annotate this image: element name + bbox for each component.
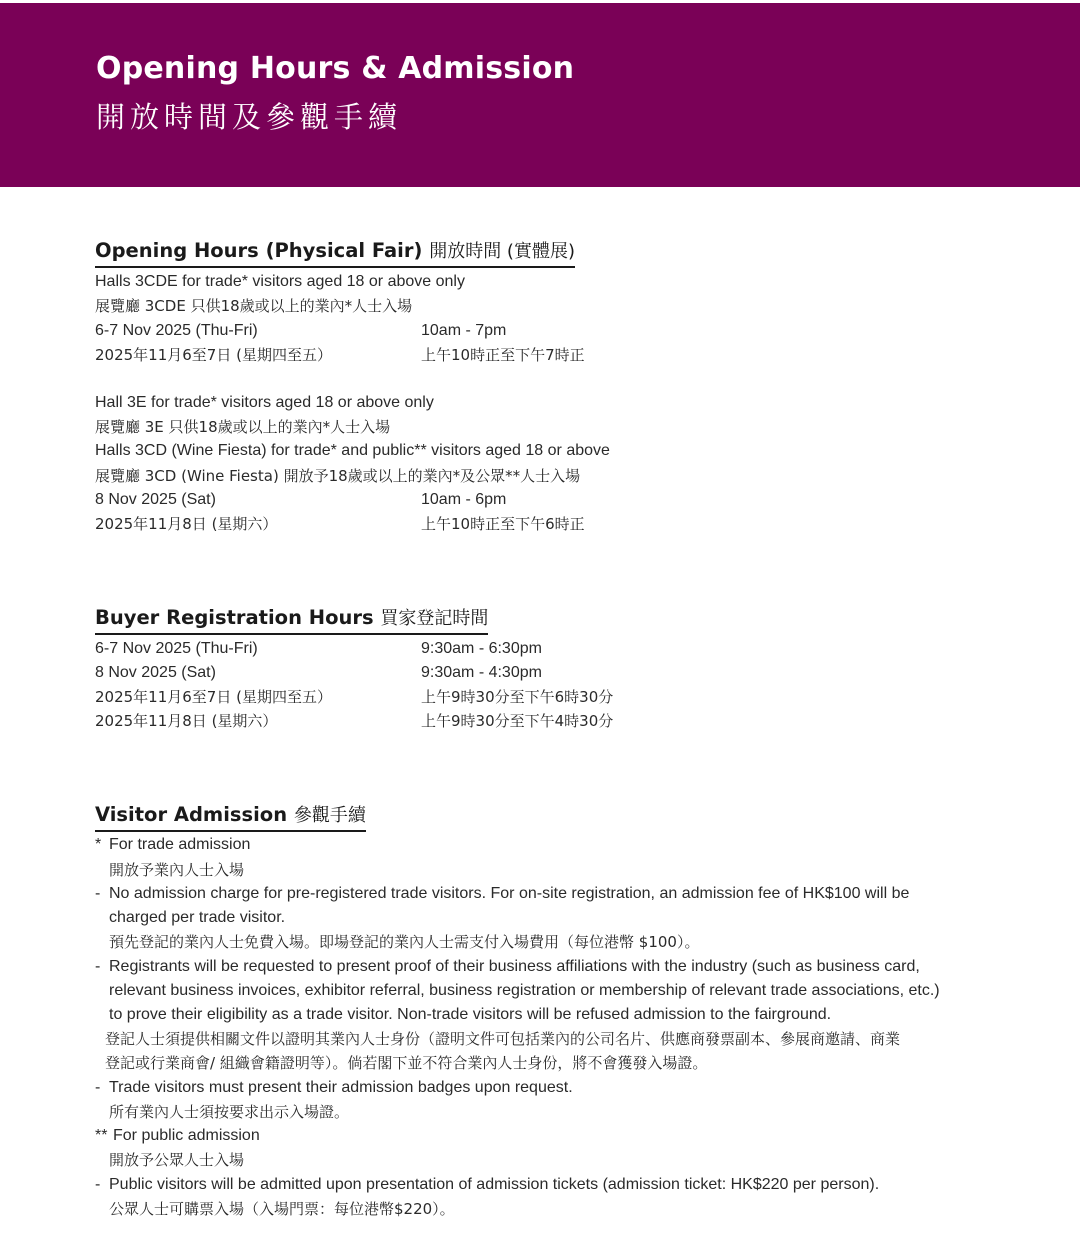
reg-row-date: 2025年11月8日 (星期六） [95, 712, 278, 730]
bullet3-zh: 所有業內人士須按要求出示入場證。 [109, 1103, 350, 1121]
bullet2-zh-line2: 登記或行業商會/ 組織會籍證明等）。倘若閣下並不符合業內人士身份，將不會獲發入場證。 [105, 1054, 708, 1072]
reg-row-time: 上午9時30分至下午4時30分 [421, 712, 614, 730]
bullet-dash: - [95, 885, 101, 902]
block2-note2-en: Halls 3CD (Wine Fiesta) for trade* and public** visitors aged 18 or above [95, 442, 610, 459]
trade-footnote-mark: * [95, 836, 102, 853]
bullet4-en: Public visitors will be admitted upon presentation of admission tickets (admission ticket: HK$220 per person). [109, 1176, 880, 1193]
public-admission-title-en: For public admission [113, 1127, 260, 1144]
block2-note1-en: Hall 3E for trade* visitors aged 18 or above only [95, 394, 434, 411]
page-title-zh: 開放時間及參觀手續 [96, 100, 403, 134]
visitor-admission-heading [95, 801, 366, 832]
reg-row-date: 6-7 Nov 2025 (Thu-Fri) [95, 640, 258, 657]
bullet4-zh: 公眾人士可購票入場（入場門票：每位港幣$220）。 [109, 1200, 455, 1218]
bullet2-zh-line1: 登記人士須提供相關文件以證明其業內人士身份（證明文件可包括業內的公司名片、供應商發票副本、參展商邀請、商業 [105, 1030, 901, 1048]
block1-date-en: 6-7 Nov 2025 (Thu-Fri) [95, 322, 258, 339]
bullet1-zh: 預先登記的業內人士免費入場。即場登記的業內人士需支付入場費用（每位港幣 $100）。 [109, 933, 700, 951]
block2-note1-zh: 展覽廳 3E 只供18歲或以上的業內*人士入場 [95, 418, 391, 436]
block2-note2-zh: 展覽廳 3CD (Wine Fiesta) 開放予18歲或以上的業內*及公眾**人士入場 [95, 467, 581, 485]
reg-row-time: 9:30am - 4:30pm [421, 664, 542, 681]
opening-hours-heading-en: Opening Hours (Physical Fair) [95, 239, 423, 262]
block1-note-zh: 展覽廳 3CDE 只供18歲或以上的業內*人士入場 [95, 297, 413, 315]
reg-row-date: 8 Nov 2025 (Sat) [95, 664, 216, 681]
block1-note-en: Halls 3CDE for trade* visitors aged 18 or above only [95, 273, 465, 290]
bullet1-en-line2: charged per trade visitor. [109, 909, 286, 926]
bullet2-en-line3: to prove their eligibility as a trade visitor. Non-trade visitors will be refused admission to the fairground. [109, 1006, 832, 1023]
block2-date-en: 8 Nov 2025 (Sat) [95, 491, 216, 508]
bullet1-en-line1: No admission charge for pre-registered trade visitors. For on-site registration, an admission fee of HK$100 will be [109, 885, 910, 902]
trade-admission-title-en: For trade admission [109, 836, 251, 853]
public-footnote-mark: ** [95, 1127, 108, 1144]
block1-time-zh: 上午10時正至下午7時正 [421, 346, 585, 364]
block2-date-zh: 2025年11月8日 (星期六） [95, 515, 278, 533]
block1-date-zh: 2025年11月6至7日 (星期四至五） [95, 346, 332, 364]
reg-row-date: 2025年11月6至7日 (星期四至五） [95, 688, 332, 706]
trade-admission-title-zh: 開放予業內人士入場 [109, 861, 245, 879]
opening-hours-heading-zh: 開放時間 (實體展) [429, 241, 575, 262]
block2-time-zh: 上午10時正至下午6時正 [421, 515, 585, 533]
bullet-dash: - [95, 1176, 101, 1193]
buyer-registration-heading [95, 604, 488, 635]
visitor-admission-heading-en: Visitor Admission [95, 803, 288, 826]
page-title-en: Opening Hours & Admission [96, 51, 575, 86]
block1-time-en: 10am - 7pm [421, 322, 507, 339]
reg-row-time: 9:30am - 6:30pm [421, 640, 542, 657]
bullet-dash: - [95, 958, 101, 975]
reg-row-time: 上午9時30分至下午6時30分 [421, 688, 614, 706]
block2-time-en: 10am - 6pm [421, 491, 507, 508]
buyer-registration-heading-zh: 買家登記時間 [380, 608, 489, 629]
buyer-registration-heading-en: Buyer Registration Hours [95, 606, 374, 629]
bullet3-en: Trade visitors must present their admission badges upon request. [109, 1079, 573, 1096]
bullet2-en-line1: Registrants will be requested to present proof of their business affiliations with the industry (such as business card, [109, 958, 920, 975]
bullet-dash: - [95, 1079, 101, 1096]
visitor-admission-heading-zh: 參觀手續 [293, 805, 366, 826]
public-admission-title-zh: 開放予公眾人士入場 [109, 1151, 245, 1169]
opening-hours-heading [95, 237, 575, 268]
page-header [0, 3, 1080, 187]
bullet2-en-line2: relevant business invoices, exhibitor referral, business registration or membership of relevant trade associations, etc.) [109, 982, 940, 999]
